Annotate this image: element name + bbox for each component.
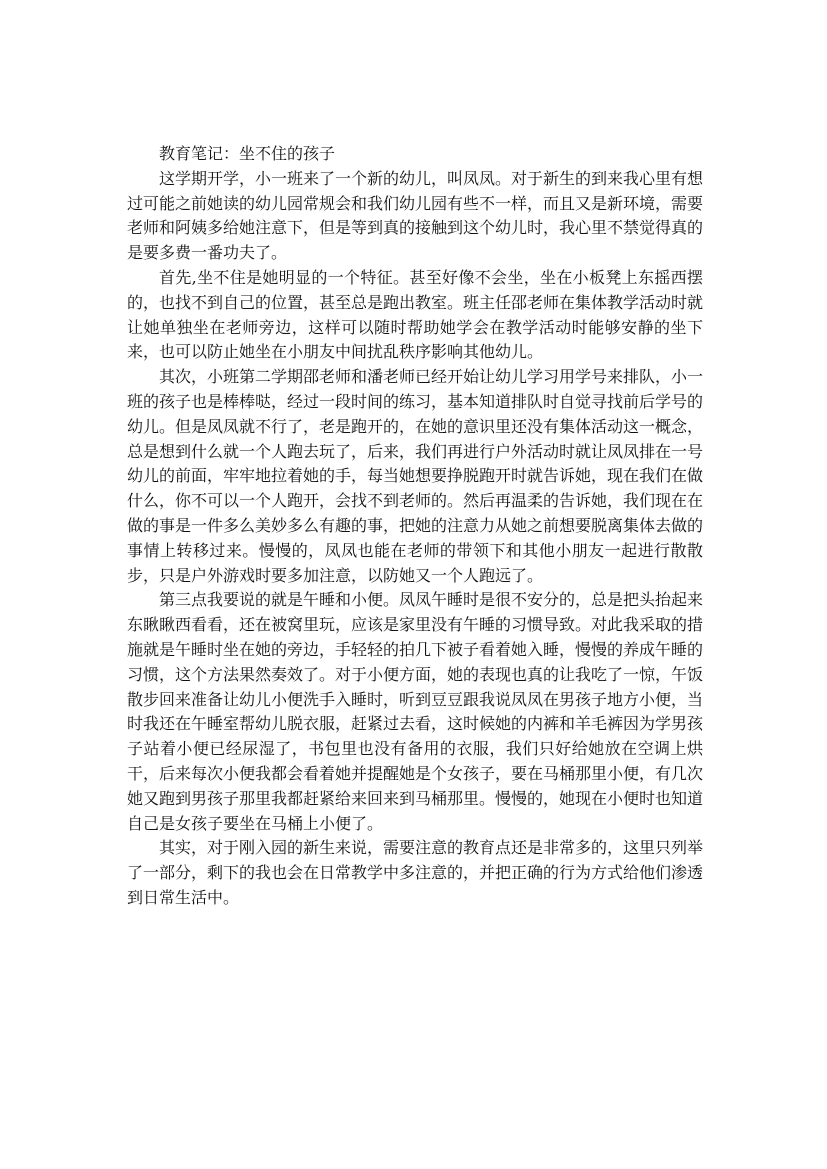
paragraph-5: 其实，对于刚入园的新生来说，需要注意的教育点还是非常多的，这里只列举了一部分，剩下的我也会在日常教学中多注意的，并把正确的行为方式给他们渗透到日常生活中。 [127, 838, 704, 907]
paragraph-1: 这学期开学，小一班来了一个新的幼儿，叫凤凤。对于新生的到来我心里有想过可能之前她读的幼儿园常规会和我们幼儿园有些不一样，而且又是新环境，需要老师和阿姨多给她注意下，但是等到真的接触到这个幼儿时，我心里不禁觉得真的是要多费一番功夫了。 [127, 168, 704, 263]
paragraph-3: 其次，小班第二学期邵老师和潘老师已经开始让幼儿学习用学号来排队，小一班的孩子也是棒棒哒，经过一段时间的练习，基本知道排队时自觉寻找前后学号的幼儿。但是凤凤就不行了，老是跑开的，在她的意识里还没有集体活动这一概念，总是想到什么就一个人跑去玩了，后来，我们再进行户外活动时就让凤凤排在一号幼儿的前面，牢牢地拉着她的手，每当她想要挣脱跑开时就告诉她，现在我们在做什么，你不可以一个人跑开，会找不到老师的。然后再温柔的告诉她，我们现在在做的事是一件多么美妙多么有趣的事，把她的注意力从她之前想要脱离集体去做的事情上转移过来。慢慢的，凤凤也能在老师的带领下和其他小朋友一起进行散散步，只是户外游戏时要多加注意，以防她又一个人跑远了。 [127, 367, 704, 585]
document-body [127, 142, 703, 911]
paragraph-4: 第三点我要说的就是午睡和小便。凤凤午睡时是很不安分的，总是把头抬起来东瞅瞅西看看，还在被窝里玩，应该是家里没有午睡的习惯导致。对此我采取的措施就是午睡时坐在她的旁边，手轻轻的拍几下被子看着她入睡，慢慢的养成午睡的习惯，这个方法果然奏效了。对于小便方面，她的表现也真的让我吃了一惊，午饭散步回来准备让幼儿小便洗手入睡时，听到豆豆跟我说凤凤在男孩子地方小便，当时我还在午睡室帮幼儿脱衣服，赶紧过去看，这时候她的内裤和羊毛裤因为学男孩子站着小便已经尿湿了，书包里也没有备用的衣服，我们只好给她放在空调上烘干，后来每次小便我都会看着她并提醒她是个女孩子，要在马桶那里小便，有几次她又跑到男孩子那里我都赶紧给来回来到马桶那里。慢慢的，她现在小便时也知道自己是女孩子要坐在马桶上小便了。 [127, 590, 704, 833]
paragraph-2: 首先,坐不住是她明显的一个特征。甚至好像不会坐，坐在小板凳上东摇西摆的，也找不到自己的位置，甚至总是跑出教室。班主任邵老师在集体教学活动时就让她单独坐在老师旁边，这样可以随时帮助她学会在教学活动时能够安静的坐下来，也可以防止她坐在小朋友中间扰乱秩序影响其他幼儿。 [127, 267, 704, 362]
document-title: 教育笔记：坐不住的孩子 [159, 144, 336, 163]
